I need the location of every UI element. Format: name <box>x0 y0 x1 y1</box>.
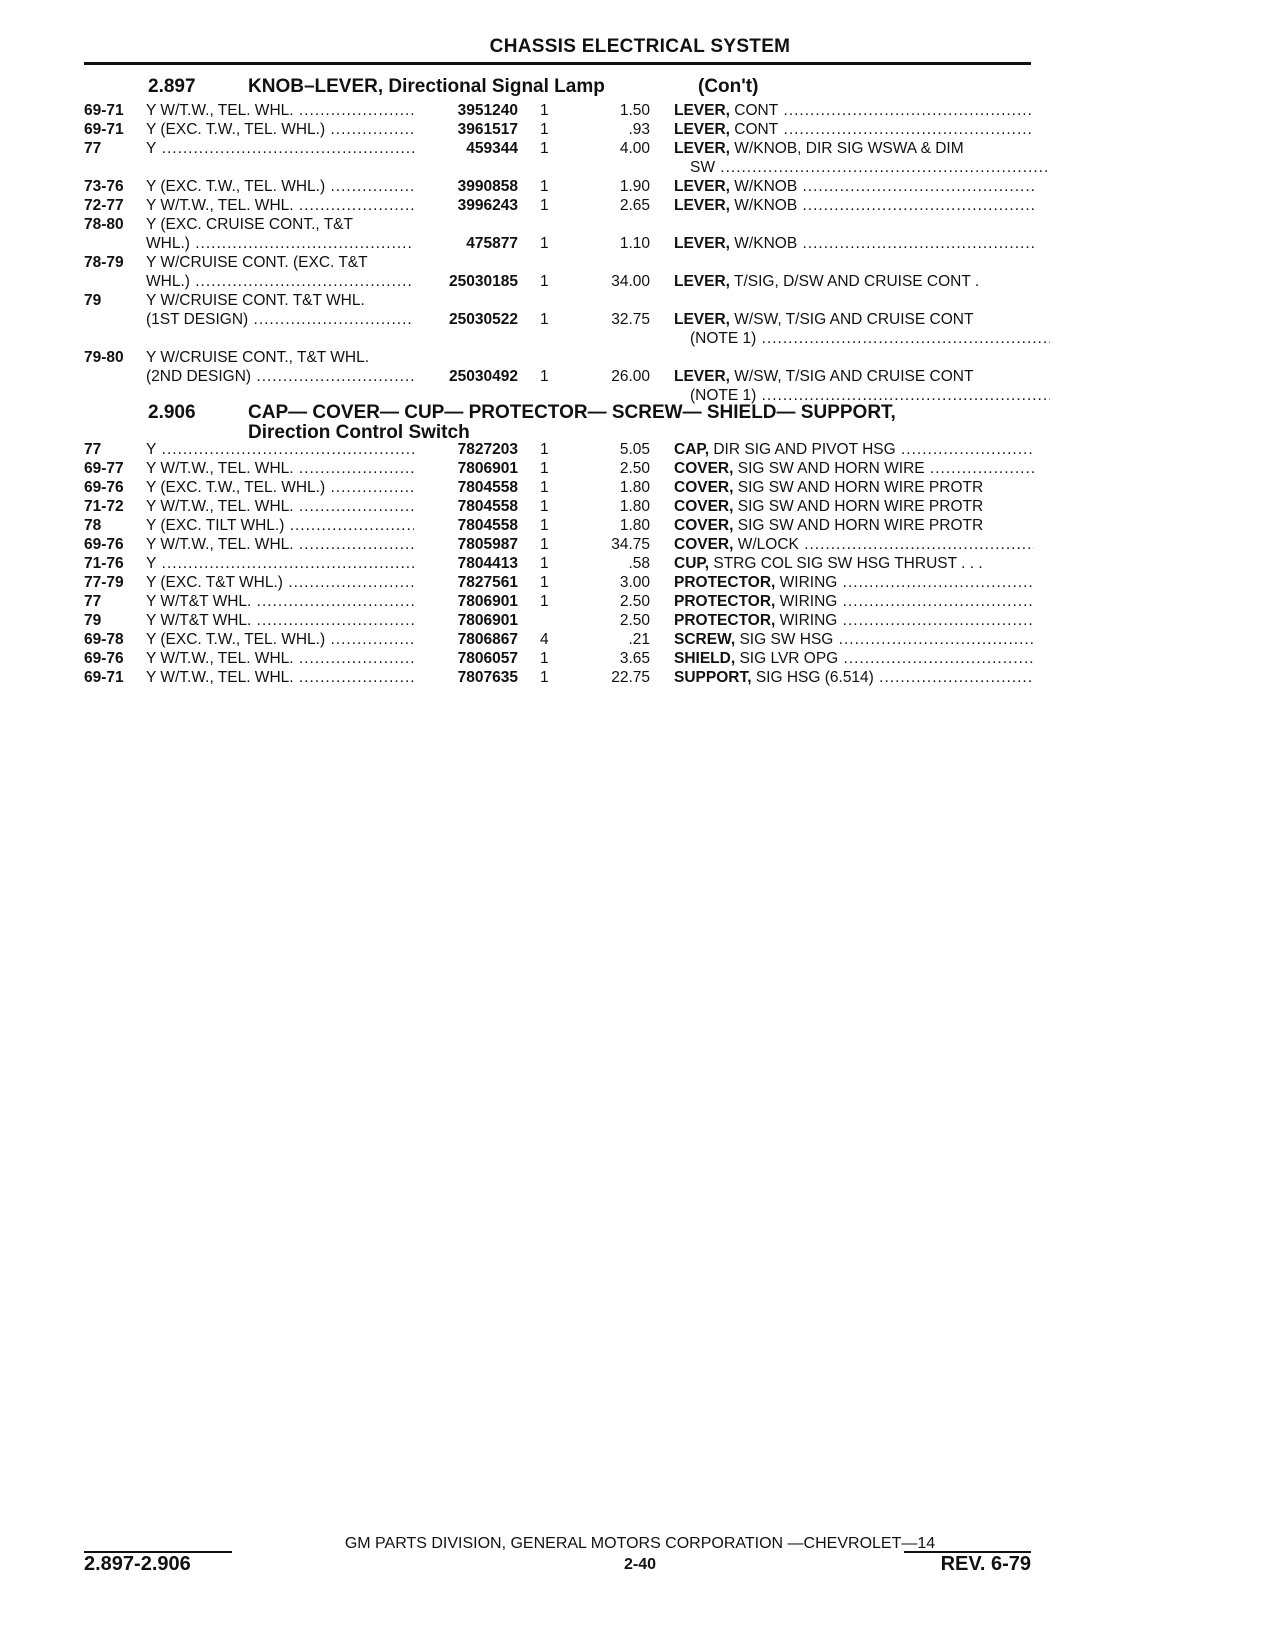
application-desc: WHL.) ..... <box>146 272 414 291</box>
price: 26.00 <box>611 368 650 385</box>
application-desc: Y W/T.W., TEL. WHL. ..... <box>146 668 414 687</box>
part-number: 7805987 <box>457 536 518 553</box>
model-years: 79 <box>84 292 102 309</box>
part-name-detail: W/KNOB <box>729 178 798 195</box>
part-name-detail: W/KNOB <box>729 235 798 252</box>
part-name-detail: W/KNOB <box>729 197 798 214</box>
quantity: 1 <box>540 517 549 534</box>
quantity: 1 <box>540 574 549 591</box>
application-desc: (2ND DESIGN) ..... <box>146 367 414 386</box>
price: 2.50 <box>619 593 650 610</box>
quantity: 1 <box>540 460 549 477</box>
part-name <box>674 101 1034 120</box>
price: 1.80 <box>619 517 650 534</box>
parts-row <box>0 272 1280 291</box>
part-name-detail: SIG SW AND HORN WIRE PROTR <box>733 479 984 496</box>
part-name <box>690 158 1050 177</box>
part-name-detail: WIRING <box>775 574 838 591</box>
quantity: 1 <box>540 536 549 553</box>
part-number: 3996243 <box>457 197 518 214</box>
part-number: 7827561 <box>457 574 518 591</box>
part-name <box>674 649 1034 668</box>
quantity: 1 <box>540 311 549 328</box>
part-number: 7806867 <box>457 631 518 648</box>
part-name <box>674 120 1034 139</box>
part-name <box>674 440 1034 459</box>
parts-row <box>0 554 1280 573</box>
application-desc: Y W/CRUISE CONT. T&T WHL. <box>146 292 365 309</box>
part-name-detail: WIRING <box>775 612 838 629</box>
part-name <box>674 272 1034 291</box>
section-number: 2.897 <box>148 76 196 97</box>
part-name <box>674 310 1034 329</box>
part-name-detail: SIG HSG (6.514) <box>751 669 874 686</box>
part-name <box>674 459 1034 478</box>
part-name <box>674 554 1034 573</box>
section-heading <box>0 402 1280 443</box>
part-name <box>674 630 1034 649</box>
part-name-noun: SCREW, <box>674 631 736 648</box>
quantity: 1 <box>540 441 549 458</box>
parts-row <box>0 177 1280 196</box>
part-name <box>674 234 1034 253</box>
parts-row <box>0 310 1280 329</box>
model-years: 77 <box>84 593 102 610</box>
page-number: 2-40 <box>623 1556 657 1573</box>
part-name-detail: SIG LVR OPG <box>735 650 839 667</box>
part-number: 7827203 <box>457 441 518 458</box>
part-name-detail: SIG SW HSG <box>735 631 834 648</box>
application-desc: Y (EXC. TILT WHL.) ..... <box>146 516 414 535</box>
parts-row <box>0 497 1280 516</box>
section-title: KNOB–LEVER, Directional Signal Lamp <box>248 76 605 97</box>
model-years: 79-80 <box>84 349 124 366</box>
part-name-noun: LEVER, <box>674 273 730 290</box>
model-years: 78 <box>84 517 102 534</box>
parts-row <box>0 329 1280 348</box>
part-number: 25030522 <box>449 311 518 328</box>
application-desc: Y W/T.W., TEL. WHL. ..... <box>146 459 414 478</box>
quantity: 1 <box>540 178 549 195</box>
parts-row <box>0 516 1280 535</box>
part-number: 3990858 <box>457 178 518 195</box>
application-desc: Y ..... <box>146 139 414 158</box>
part-name-noun: PROTECTOR, <box>674 593 776 610</box>
section-title: CAP— COVER— CUP— PROTECTOR— SCREW— SHIELD— SUPPORT, <box>248 402 896 423</box>
application-desc: Y (EXC. T.W., TEL. WHL.) ..... <box>146 177 414 196</box>
application-desc: Y W/T&T WHL. ..... <box>146 592 414 611</box>
model-years: 71-76 <box>84 555 124 572</box>
model-years: 77-79 <box>84 574 124 591</box>
price: 34.00 <box>611 273 650 290</box>
model-years: 69-76 <box>84 479 124 496</box>
application-desc: Y (EXC. T&T WHL.) ..... <box>146 573 414 592</box>
model-years: 79 <box>84 612 102 629</box>
part-name-detail: SIG SW AND HORN WIRE PROTR <box>733 498 984 515</box>
price: 1.80 <box>619 479 650 496</box>
price: 2.50 <box>619 460 650 477</box>
part-number: 7804413 <box>457 555 518 572</box>
part-name <box>674 535 1034 554</box>
part-name-noun: COVER, <box>674 536 734 553</box>
part-name-noun: PROTECTOR, <box>674 612 776 629</box>
model-years: 69-71 <box>84 669 124 686</box>
part-number: 7806057 <box>457 650 518 667</box>
parts-row <box>0 158 1280 177</box>
part-name-detail: T/SIG, D/SW AND CRUISE CONT . <box>729 273 980 290</box>
part-name-noun: LEVER, <box>674 121 730 138</box>
application-desc: Y W/T.W., TEL. WHL. ..... <box>146 535 414 554</box>
part-number: 7804558 <box>457 498 518 515</box>
price: 4.00 <box>619 140 650 157</box>
parts-row <box>0 367 1280 386</box>
part-name-noun: CAP, <box>674 441 710 458</box>
part-number: 7804558 <box>457 479 518 496</box>
application-desc: Y W/CRUISE CONT., T&T WHL. <box>146 349 370 366</box>
section-number: 2.906 <box>148 402 196 423</box>
quantity: 1 <box>540 102 549 119</box>
quantity: 1 <box>540 273 549 290</box>
part-name <box>674 573 1034 592</box>
model-years: 69-77 <box>84 460 124 477</box>
quantity: 1 <box>540 368 549 385</box>
model-years: 77 <box>84 441 102 458</box>
model-years: 72-77 <box>84 197 124 214</box>
parts-row <box>0 139 1280 158</box>
price: 2.65 <box>619 197 650 214</box>
quantity: 1 <box>540 498 549 515</box>
part-name-noun: COVER, <box>674 460 734 477</box>
parts-row <box>0 215 1280 234</box>
model-years: 69-76 <box>84 536 124 553</box>
application-desc: Y ..... <box>146 440 414 459</box>
part-number: 7804558 <box>457 517 518 534</box>
part-name <box>674 139 1034 158</box>
part-name-noun: LEVER, <box>674 311 730 328</box>
model-years: 69-76 <box>84 650 124 667</box>
part-name-detail: SIG SW AND HORN WIRE <box>733 460 925 477</box>
part-name-noun: COVER, <box>674 479 734 496</box>
part-number: 3951240 <box>457 102 518 119</box>
model-years: 71-72 <box>84 498 124 515</box>
parts-row <box>0 649 1280 668</box>
part-name-noun: SHIELD, <box>674 650 736 667</box>
part-name <box>674 367 1034 386</box>
price: 3.00 <box>619 574 650 591</box>
parts-row <box>0 291 1280 310</box>
part-name-detail: WIRING <box>775 593 838 610</box>
application-desc: (1ST DESIGN) ..... <box>146 310 414 329</box>
model-years: 69-71 <box>84 102 124 119</box>
part-name-detail: W/LOCK <box>733 536 799 553</box>
section-subtitle: Direction Control Switch <box>248 422 470 443</box>
part-name-noun: COVER, <box>674 517 734 534</box>
parts-row <box>0 535 1280 554</box>
part-name-noun: PROTECTOR, <box>674 574 776 591</box>
part-number: 7807635 <box>457 669 518 686</box>
part-name-detail: W/KNOB, DIR SIG WSWA & DIM <box>729 140 964 157</box>
price: 1.50 <box>619 102 650 119</box>
parts-row <box>0 440 1280 459</box>
part-name-noun: LEVER, <box>674 368 730 385</box>
price: 34.75 <box>611 536 650 553</box>
price: 3.65 <box>619 650 650 667</box>
price: 22.75 <box>611 669 650 686</box>
parts-row <box>0 459 1280 478</box>
part-name-noun: LEVER, <box>674 102 730 119</box>
footer-section-range: 2.897-2.906 <box>84 1553 191 1575</box>
part-name <box>674 497 1034 516</box>
part-number: 3961517 <box>457 121 518 138</box>
section-heading <box>0 76 1280 100</box>
section-continued: (Con't) <box>698 76 759 97</box>
price: 1.90 <box>619 178 650 195</box>
part-name-detail: (NOTE 1) <box>690 330 757 347</box>
parts-row <box>0 101 1280 120</box>
part-number: 25030492 <box>449 368 518 385</box>
application-desc: Y W/T&T WHL. ..... <box>146 611 414 630</box>
parts-row <box>0 120 1280 139</box>
part-name-noun: COVER, <box>674 498 734 515</box>
part-name-noun: LEVER, <box>674 235 730 252</box>
application-desc: Y W/CRUISE CONT. (EXC. T&T <box>146 254 368 271</box>
part-name-detail: DIR SIG AND PIVOT HSG <box>709 441 896 458</box>
application-desc: Y W/T.W., TEL. WHL. ..... <box>146 497 414 516</box>
quantity: 1 <box>540 140 549 157</box>
price: .58 <box>628 555 650 572</box>
part-number: 459344 <box>466 140 518 157</box>
part-name <box>674 668 1034 687</box>
part-name-detail: CONT <box>729 102 779 119</box>
part-name-noun: LEVER, <box>674 197 730 214</box>
part-name-noun: CUP, <box>674 555 710 572</box>
quantity: 1 <box>540 650 549 667</box>
footer-publisher: GM PARTS DIVISION, GENERAL MOTORS CORPORATION —CHEVROLET—14 <box>344 1535 936 1552</box>
part-name-detail: (NOTE 1) <box>690 387 757 404</box>
footer-revision: REV. 6-79 <box>940 1553 1031 1575</box>
parts-row <box>0 611 1280 630</box>
part-name <box>674 478 1034 497</box>
parts-row <box>0 573 1280 592</box>
application-desc: Y ..... <box>146 554 414 573</box>
header-rule <box>84 62 1031 65</box>
quantity: 4 <box>540 631 549 648</box>
part-number: 475877 <box>466 235 518 252</box>
part-name <box>674 177 1034 196</box>
part-name <box>690 329 1050 348</box>
part-name <box>674 592 1034 611</box>
quantity: 1 <box>540 197 549 214</box>
model-years: 69-71 <box>84 121 124 138</box>
part-name-noun: LEVER, <box>674 178 730 195</box>
parts-list <box>0 440 1280 687</box>
model-years: 78-79 <box>84 254 124 271</box>
application-desc: Y (EXC. T.W., TEL. WHL.) ..... <box>146 478 414 497</box>
part-name-detail: SIG SW AND HORN WIRE PROTR <box>733 517 984 534</box>
quantity: 1 <box>540 479 549 496</box>
application-desc: Y W/T.W., TEL. WHL. ..... <box>146 649 414 668</box>
model-years: 73-76 <box>84 178 124 195</box>
price: 1.10 <box>619 235 650 252</box>
price: .93 <box>628 121 650 138</box>
parts-list <box>0 101 1280 405</box>
application-desc: WHL.) ..... <box>146 234 414 253</box>
parts-row <box>0 253 1280 272</box>
quantity: 1 <box>540 669 549 686</box>
part-number: 7806901 <box>457 593 518 610</box>
application-desc: Y (EXC. T.W., TEL. WHL.) ..... <box>146 120 414 139</box>
model-years: 69-78 <box>84 631 124 648</box>
price: 2.50 <box>619 612 650 629</box>
parts-row <box>0 234 1280 253</box>
parts-row <box>0 478 1280 497</box>
part-number: 7806901 <box>457 612 518 629</box>
price: 1.80 <box>619 498 650 515</box>
part-name-detail: W/SW, T/SIG AND CRUISE CONT <box>729 311 974 328</box>
application-desc: Y (EXC. CRUISE CONT., T&T <box>146 216 353 233</box>
quantity: 1 <box>540 235 549 252</box>
part-name-detail: SW <box>690 159 715 176</box>
page-title: CHASSIS ELECTRICAL SYSTEM <box>489 36 791 57</box>
model-years: 78-80 <box>84 216 124 233</box>
quantity: 1 <box>540 121 549 138</box>
price: 5.05 <box>619 441 650 458</box>
parts-row <box>0 630 1280 649</box>
part-name <box>674 611 1034 630</box>
quantity: 1 <box>540 555 549 572</box>
quantity: 1 <box>540 593 549 610</box>
part-number: 25030185 <box>449 273 518 290</box>
parts-row <box>0 348 1280 367</box>
part-name-detail: W/SW, T/SIG AND CRUISE CONT <box>729 368 974 385</box>
part-name <box>674 196 1034 215</box>
application-desc: Y (EXC. T.W., TEL. WHL.) ..... <box>146 630 414 649</box>
application-desc: Y W/T.W., TEL. WHL. ..... <box>146 196 414 215</box>
part-name-noun: LEVER, <box>674 140 730 157</box>
price: .21 <box>628 631 650 648</box>
parts-row <box>0 196 1280 215</box>
application-desc: Y W/T.W., TEL. WHL. ..... <box>146 101 414 120</box>
price: 32.75 <box>611 311 650 328</box>
part-name <box>674 516 1034 535</box>
model-years: 77 <box>84 140 102 157</box>
parts-row <box>0 668 1280 687</box>
part-name-detail: STRG COL SIG SW HSG THRUST . . . <box>709 555 983 572</box>
parts-row <box>0 592 1280 611</box>
part-name-noun: SUPPORT, <box>674 669 752 686</box>
part-number: 7806901 <box>457 460 518 477</box>
part-name-detail: CONT <box>729 121 779 138</box>
